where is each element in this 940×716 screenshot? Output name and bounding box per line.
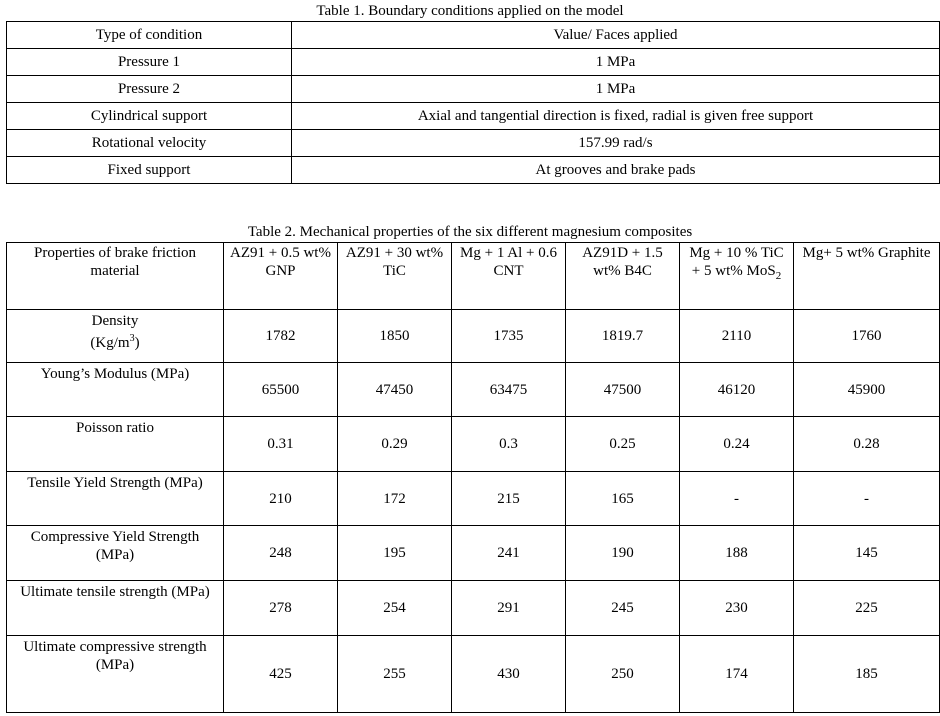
material-header-text: Mg + 10 % TiC + 5 wt% MoS [689,245,784,279]
table-row [7,636,940,713]
value-cell: - [680,472,794,526]
value-cell: 245 [566,581,680,636]
value-cell: 190 [566,526,680,581]
property-label: Compressive Yield Strength (MPa) [7,526,224,581]
density-label: Density [91,313,139,329]
material-header: AZ91D + 1.5 wt% B4C [566,243,680,310]
value-cell: 254 [338,581,452,636]
value-cell: 241 [452,526,566,581]
subscript: 2 [775,270,782,282]
table-row [7,472,940,526]
boundary-conditions-table [6,21,940,184]
value-cell: 215 [452,472,566,526]
value-cell: 0.31 [224,417,338,472]
condition-type-cell: Rotational velocity [7,130,292,157]
value-cell: 174 [680,636,794,713]
table-row [7,581,940,636]
table-row [7,363,940,417]
value-cell: 47500 [566,363,680,417]
table-header-row [7,22,940,49]
material-header: AZ91 + 0.5 wt% GNP [224,243,338,310]
density-unit-base: (Kg/m [90,335,130,351]
value-cell: 278 [224,581,338,636]
value-cell: 46120 [680,363,794,417]
density-unit-close: ) [134,335,140,351]
property-label [7,310,224,363]
value-cell: 430 [452,636,566,713]
value-cell: 230 [680,581,794,636]
value-cell: 2110 [680,310,794,363]
value-cell: 172 [338,472,452,526]
value-cell: 0.29 [338,417,452,472]
condition-value-cell: At grooves and brake pads [292,157,940,184]
table2-caption: Table 2. Mechanical properties of the six different magnesium composites [247,224,693,240]
value-cell: 255 [338,636,452,713]
table-row [7,76,940,103]
property-label: Young’s Modulus (MPa) [7,363,224,417]
property-label: Tensile Yield Strength (MPa) [7,472,224,526]
property-label: Poisson ratio [7,417,224,472]
value-cell: 1735 [452,310,566,363]
value-cell: 0.24 [680,417,794,472]
table-row [7,526,940,581]
value-cell: 250 [566,636,680,713]
material-header [680,243,794,310]
property-label: Ultimate tensile strength (MPa) [7,581,224,636]
value-cell: - [794,472,940,526]
value-cell: 188 [680,526,794,581]
table-row [7,49,940,76]
value-cell: 225 [794,581,940,636]
value-cell: 291 [452,581,566,636]
value-cell: 63475 [452,363,566,417]
table-row [7,130,940,157]
value-cell: 0.28 [794,417,940,472]
table-header-row [7,243,940,310]
material-header: Mg + 1 Al + 0.6 CNT [452,243,566,310]
condition-value-cell: 157.99 rad/s [292,130,940,157]
table-row [7,310,940,363]
value-cell: 185 [794,636,940,713]
table-row [7,157,940,184]
property-label: Ultimate compressive strength (MPa) [7,636,224,713]
value-cell: 145 [794,526,940,581]
value-cell: 0.3 [452,417,566,472]
density-unit [90,335,139,351]
value-cell: 425 [224,636,338,713]
value-cell: 1760 [794,310,940,363]
value-cell: 1850 [338,310,452,363]
table-row [7,103,940,130]
material-header: Mg+ 5 wt% Graphite [794,243,940,310]
condition-value-cell: Axial and tangential direction is fixed, radial is given free support [292,103,940,130]
value-cell: 1819.7 [566,310,680,363]
table-row [7,417,940,472]
condition-type-cell: Pressure 1 [7,49,292,76]
value-cell: 195 [338,526,452,581]
condition-value-cell: 1 MPa [292,76,940,103]
condition-type-cell: Fixed support [7,157,292,184]
superscript: 3 [129,333,135,344]
column-header: Value/ Faces applied [292,22,940,49]
condition-type-cell: Pressure 2 [7,76,292,103]
property-column-header: Properties of brake friction material [7,243,224,310]
value-cell: 47450 [338,363,452,417]
condition-value-cell: 1 MPa [292,49,940,76]
mechanical-properties-table [6,242,940,713]
material-header: AZ91 + 30 wt% TiC [338,243,452,310]
column-header: Type of condition [7,22,292,49]
value-cell: 165 [566,472,680,526]
value-cell: 1782 [224,310,338,363]
condition-type-cell: Cylindrical support [7,103,292,130]
value-cell: 0.25 [566,417,680,472]
value-cell: 210 [224,472,338,526]
table1-caption: Table 1. Boundary conditions applied on the model [316,3,624,19]
value-cell: 65500 [224,363,338,417]
value-cell: 45900 [794,363,940,417]
value-cell: 248 [224,526,338,581]
